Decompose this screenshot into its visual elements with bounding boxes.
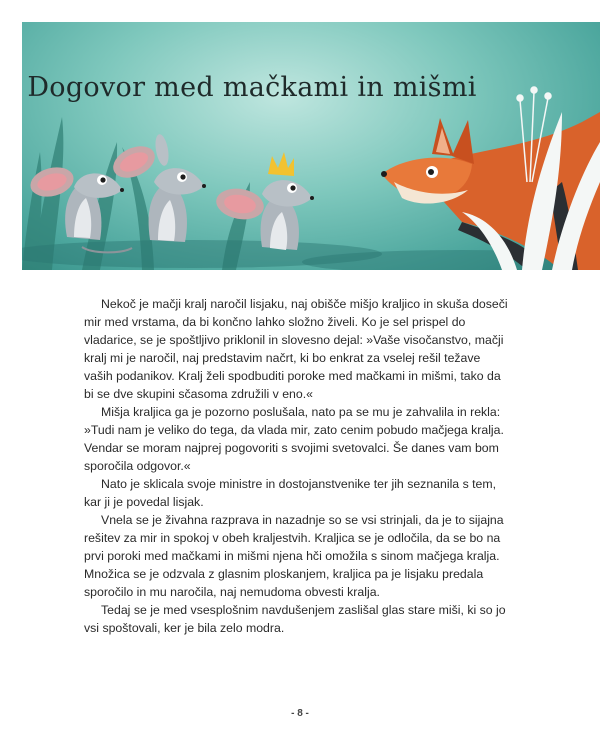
crown-icon	[268, 152, 294, 176]
page-title: Dogovor med mačkami in mišmi	[27, 72, 477, 103]
paragraph: Nato je sklicala svoje ministre in dostojanstvenike ter jih seznanila s tem, kar ji je povedal lisjak.	[84, 477, 497, 509]
paragraph: Vnela se je živahna razprava in nazadnje so se vsi strinjali, da je to sijajna rešitev za mir in spokoj v obeh kraljestvih. Kraljica se je odločila, da se bo na prvi poroki med mačkami in mišmi njena hči omožila s sinom mačjega kralja. Množica se je odzvala z glasnim ploskanjem, kraljica pa je lisjaku predala sporočilo in mu naročila, naj nemudoma obvesti kralja.	[84, 513, 504, 599]
paragraph: Mišja kraljica ga je pozorno poslušala, nato pa se mu je zahvalila in rekla: »Tudi nam je veliko do tega, da vlada mir, zato cenim pobudo mačjega kralja. Vendar se moram najprej pogovoriti s svojimi svetovalci. Še danes vam bom sporočila odgovor.«	[84, 405, 504, 473]
story-text	[84, 295, 512, 637]
paragraph: Tedaj se je med vsesplošnim navdušenjem zaslišal glas stare miši, ki so jo vsi spoštovali, ker je bila zelo modra.	[84, 603, 506, 635]
page-number: - 8 -	[291, 708, 309, 719]
illustration-banner	[22, 22, 600, 270]
illustration-scene	[22, 22, 600, 270]
mouse-figure-2	[108, 133, 206, 242]
paragraph: Nekoč je mačji kralj naročil lisjaku, naj obišče mišjo kraljico in skuša doseči mir med vrstama, da bi končno lahko složno živeli. Ko je sel prispel do vladarice, se je spoštljivo priklonil in slovesno dejal: »Vaše visočanstvo, mačji kralj mi je naročil, naj predstavim načrt, ki bo enkrat za vselej rešil težave vaših podanikov. Kralj želi spodbuditi poroke med mačkami in mišmi, tako da bi se dve skupini sčasoma združili v eno.«	[84, 297, 508, 401]
